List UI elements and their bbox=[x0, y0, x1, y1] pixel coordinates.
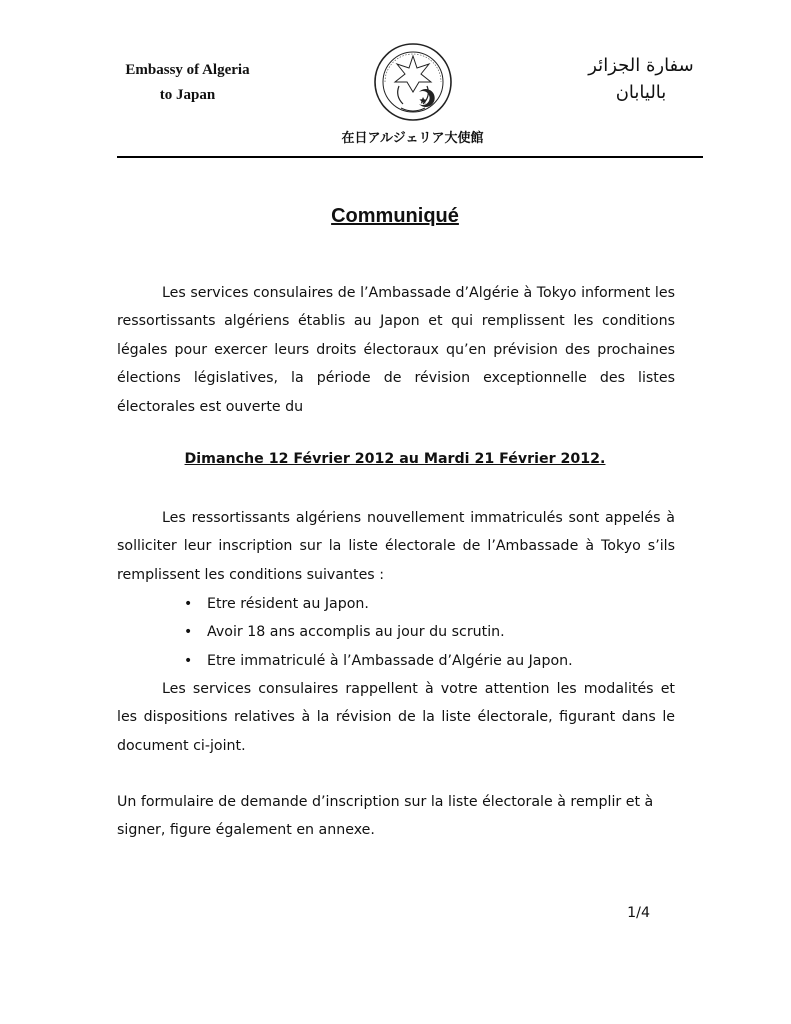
bullet-icon: • bbox=[184, 624, 193, 641]
header-divider bbox=[117, 156, 703, 158]
embassy-name-arabic-line2: باليابان bbox=[615, 82, 667, 103]
embassy-name-english bbox=[100, 58, 275, 108]
embassy-name-line1: Embassy of Algeria bbox=[125, 62, 250, 78]
conditions-list bbox=[162, 590, 662, 675]
embassy-name-japanese: 在日アルジェリア大使館 bbox=[341, 131, 484, 146]
form-annex-paragraph: Un formulaire de demande d’inscription sur la liste électorale à remplir et à signer, figure également en annexe. bbox=[117, 794, 654, 839]
intro-paragraph: Les services consulaires de l’Ambassade d’Algérie à Tokyo informent les ressortissants algériens établis au Japon et qui remplissent les conditions légales pour exercer leurs droits électoraux qu’en prévision des prochaines élections législatives, la période de révision exceptionnelle des listes électorales est ouverte du bbox=[117, 285, 675, 415]
condition-text: Etre immatriculé à l’Ambassade d’Algérie au Japon. bbox=[207, 652, 573, 669]
condition-text: Avoir 18 ans accomplis au jour du scrutin. bbox=[207, 624, 505, 641]
page-number: 1/4 bbox=[627, 905, 650, 921]
list-item bbox=[162, 590, 662, 618]
condition-text: Etre résident au Japon. bbox=[207, 596, 369, 612]
embassy-name-arabic bbox=[575, 52, 707, 106]
bullet-icon: • bbox=[184, 652, 193, 669]
list-item bbox=[162, 647, 662, 675]
algeria-state-emblem-icon bbox=[373, 42, 453, 122]
reminder-paragraph: Les services consulaires rappellent à votre attention les modalités et les dispositions relatives à la révision de la liste électorale, figurant dans le document ci-joint. bbox=[117, 681, 675, 754]
bullet-icon: • bbox=[184, 596, 193, 612]
revision-period-dates: Dimanche 12 Février 2012 au Mardi 21 Février 2012. bbox=[184, 451, 606, 467]
list-item bbox=[162, 618, 662, 646]
page-title: Communiqué bbox=[331, 205, 459, 227]
registration-paragraph: Les ressortissants algériens nouvellement immatriculés sont appelés à solliciter leur inscription sur la liste électorale de l’Ambassade à Tokyo s’ils remplissent les conditions suivantes : bbox=[117, 510, 675, 583]
embassy-name-arabic-line1: سفارة الجزائر bbox=[588, 55, 694, 76]
embassy-name-line2: to Japan bbox=[159, 87, 216, 103]
